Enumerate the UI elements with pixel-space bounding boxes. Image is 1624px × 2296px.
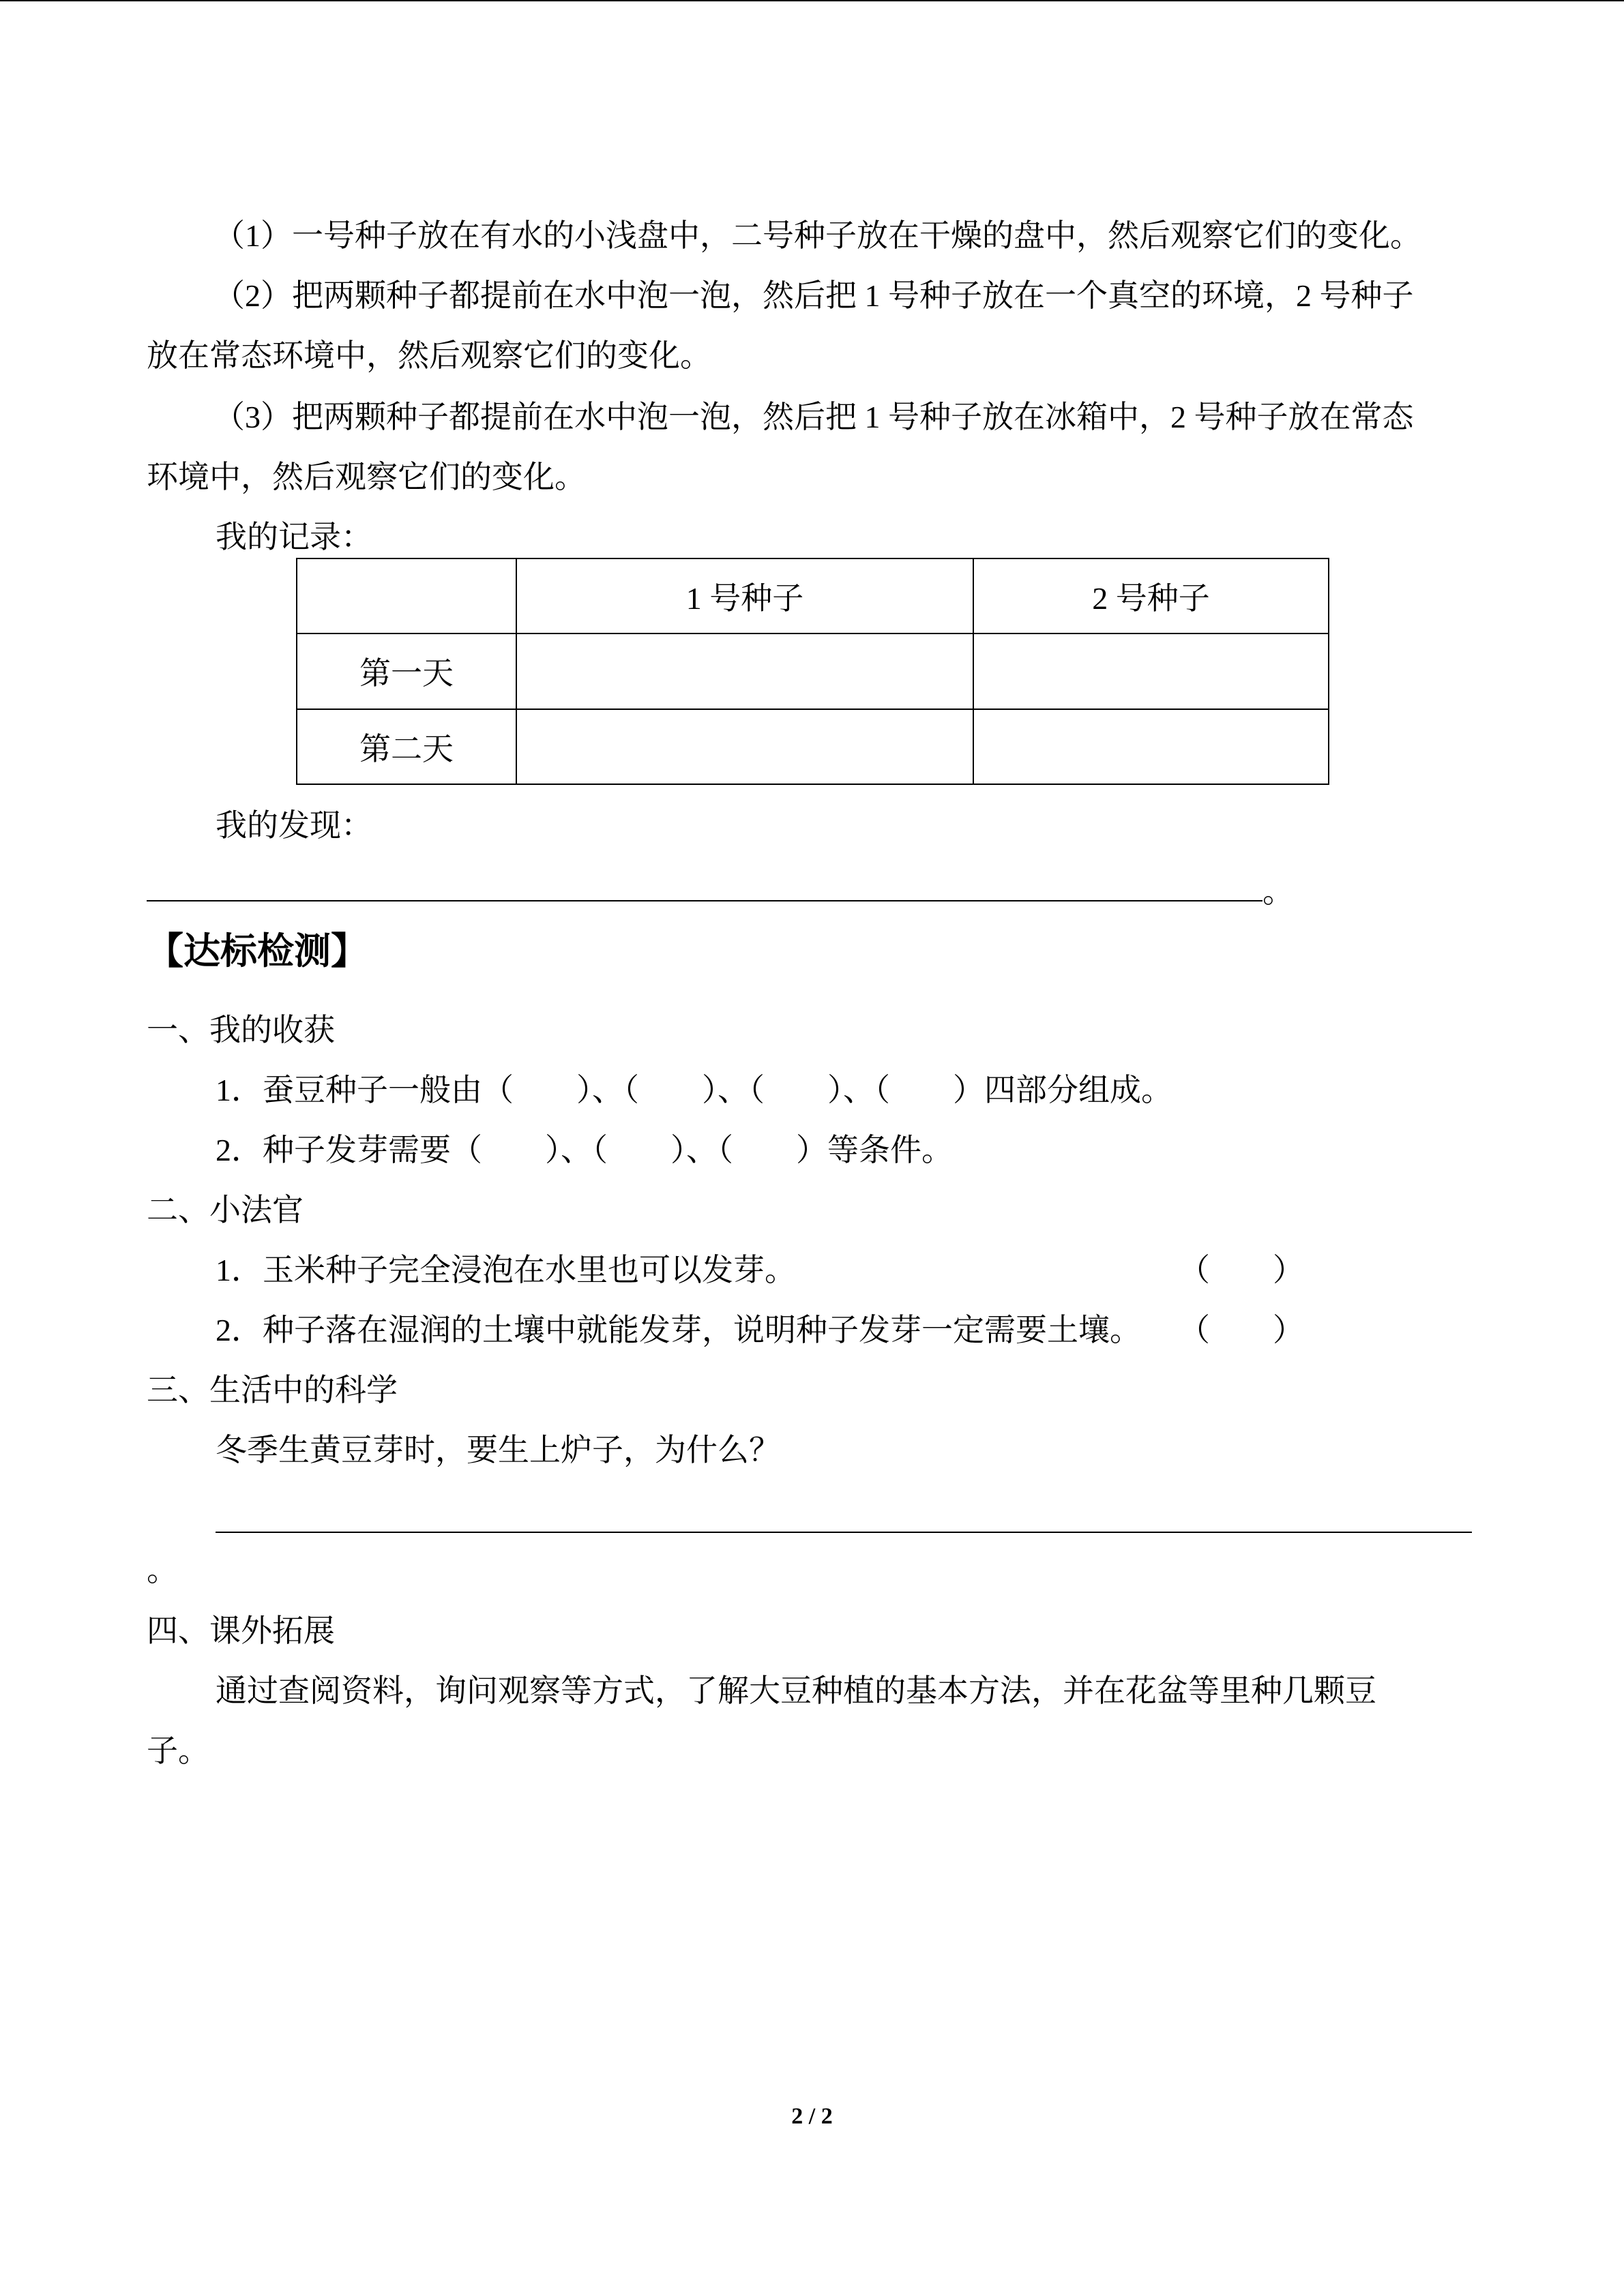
part2-item-1-answer: （ ） [1179,1253,1304,1287]
experiment-1-line-1: （1）一号种子放在有水的小浅盘中，二号种子放在干燥的盘中，然后观察它们的变化。 [213,218,1421,253]
part1-title: 一、我的收获 [147,1013,335,1047]
part4-line-2: 子。 [147,1733,209,1768]
part3-answer-end-mark: 。 [147,1553,178,1587]
table-row-label: 第二天 [297,709,516,784]
experiment-3-line-2: 环境中，然后观察它们的变化。 [147,460,586,494]
table-cell [516,709,973,784]
part1-item-2: 2．种子发芽需要（ ）、（ ）、（ ）等条件。 [216,1133,953,1167]
table-row [297,633,1329,709]
table-row-label: 第一天 [297,633,516,709]
record-table [296,558,1329,785]
table-cell [973,633,1329,709]
table-header-cell: 2 号种子 [973,558,1329,633]
experiment-3-line-1: （3）把两颗种子都提前在水中泡一泡，然后把 1 号种子放在冰箱中，2 号种子放在常态 [213,400,1414,434]
part4-title: 四、课外拓展 [147,1613,335,1648]
finding-answer-line [147,900,1263,901]
page-number: 2 / 2 [791,2104,833,2129]
record-label: 我的记录： [216,520,372,554]
part4-line-1: 通过查阅资料，询问观察等方式，了解大豆种植的基本方法，并在花盆等里种几颗豆 [216,1673,1376,1708]
table-cell [516,633,973,709]
part2-item-1: 1．玉米种子完全浸泡在水里也可以发芽。 [216,1253,796,1287]
table-header-row [297,558,1329,633]
experiment-2-line-2: 放在常态环境中，然后观察它们的变化。 [147,338,711,373]
section-title: 【达标检测】 [147,931,368,972]
table-row [297,709,1329,784]
experiment-2-line-1: （2）把两颗种子都提前在水中泡一泡，然后把 1 号种子放在一个真空的环境，2 号种子 [213,278,1414,313]
finding-end-mark: 。 [1263,874,1294,909]
table-cell [973,709,1329,784]
finding-label: 我的发现： [216,808,372,843]
table-header-cell [297,558,516,633]
table-header-cell: 1 号种子 [516,558,973,633]
part1-item-1: 1．蚕豆种子一般由（ ）、（ ）、（ ）、（ ）四部分组成。 [216,1073,1172,1107]
part3-answer-line [216,1532,1472,1533]
part3-question: 冬季生黄豆芽时，要生上炉子，为什么？ [216,1433,780,1467]
part3-title: 三、生活中的科学 [147,1373,398,1407]
part2-item-2: 2．种子落在湿润的土壤中就能发芽，说明种子发芽一定需要土壤。 [216,1313,1141,1347]
part2-item-2-answer: （ ） [1179,1313,1304,1347]
part2-title: 二、小法官 [147,1193,304,1227]
